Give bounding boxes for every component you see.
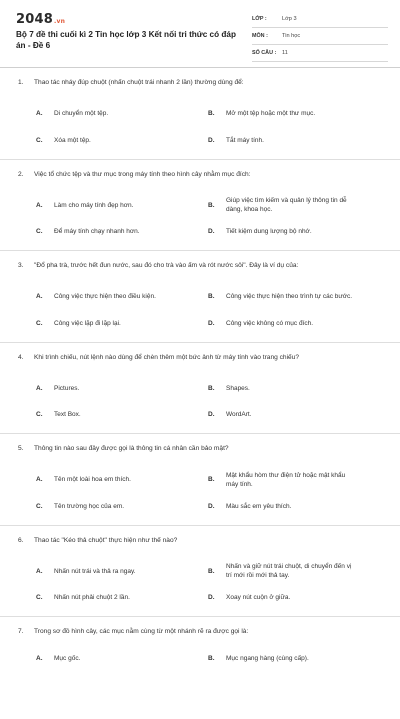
- page-header: [0, 0, 400, 64]
- option-text: Làm cho máy tính đẹp hơn.: [54, 201, 134, 209]
- question-item: [0, 78, 400, 160]
- meta-value: Tin học: [282, 33, 301, 39]
- option-b[interactable]: [190, 556, 362, 587]
- option-c[interactable]: [18, 587, 190, 609]
- option-d[interactable]: [190, 312, 362, 334]
- option-text: WordArt.: [226, 411, 252, 418]
- meta-row-subject: [252, 28, 388, 45]
- option-d[interactable]: [190, 495, 362, 517]
- question-text: Việc tổ chức tệp và thư mục trong máy tính theo hình cây nhằm mục đích:: [34, 170, 251, 178]
- option-d[interactable]: [190, 404, 362, 426]
- option-letter: C.: [36, 319, 43, 327]
- option-text: Giúp việc tìm kiếm và quản lý thông tin dễ dàng, khoa học.: [226, 197, 347, 213]
- option-d[interactable]: [190, 221, 362, 243]
- question-stem: [18, 170, 386, 184]
- option-text: Mục ngang hàng (cùng cấp).: [226, 654, 309, 662]
- option-letter: A.: [36, 476, 43, 483]
- option-letter: B.: [208, 201, 215, 209]
- question-stem: [18, 444, 386, 458]
- option-letter: A.: [36, 654, 43, 662]
- question-number: 3.: [18, 262, 24, 269]
- option-letter: B.: [208, 110, 215, 117]
- option-text: Tên một loài hoa em thích.: [54, 476, 131, 483]
- option-text: Nhấn nút phải chuột 2 lần.: [54, 594, 130, 601]
- question-number: 7.: [18, 628, 24, 635]
- logo-text: 2048: [16, 12, 53, 27]
- option-text: Mở một tệp hoặc một thư mục.: [226, 110, 316, 117]
- question-stem: [18, 536, 386, 550]
- option-text: Xóa một tệp.: [54, 136, 91, 144]
- option-b[interactable]: [190, 464, 362, 495]
- option-text: Pictures.: [54, 384, 80, 392]
- question-stem: [18, 353, 386, 367]
- question-text: Thông tin nào sau đây được gọi là thông tin cá nhân cần bảo mật?: [34, 445, 229, 452]
- meta-value: Lớp 3: [282, 16, 297, 22]
- option-c[interactable]: [18, 129, 190, 151]
- option-a[interactable]: [18, 373, 190, 404]
- option-b[interactable]: [190, 373, 362, 404]
- option-b[interactable]: [190, 98, 362, 129]
- question-text: "Đổ pha trà, trước hết đun nước, sau đó cho trà vào ấm và rót nước sôi". Đây là ví dụ của:: [34, 262, 299, 269]
- question-stem: [18, 78, 386, 92]
- meta-row-question-count: [252, 45, 388, 62]
- question-list: [0, 78, 400, 719]
- option-text: Xoay nút cuộn ở giữa.: [226, 594, 291, 601]
- option-text: Công việc không có mục đích.: [226, 319, 314, 327]
- question-number: 2.: [18, 170, 24, 178]
- option-b[interactable]: [190, 647, 362, 669]
- question-stem: [18, 261, 386, 275]
- option-letter: C.: [36, 136, 43, 144]
- option-letter: C.: [36, 228, 43, 235]
- question-number: 1.: [18, 79, 24, 86]
- option-letter: A.: [36, 201, 43, 209]
- option-a[interactable]: [18, 190, 190, 221]
- option-text: Màu sắc em yêu thích.: [226, 502, 292, 510]
- option-text: Công việc thực hiện theo trình tự các bước.: [226, 293, 353, 300]
- question-item: [0, 536, 400, 618]
- option-letter: B.: [208, 654, 215, 662]
- question-text: Thao tác "Kéo thả chuột" thực hiện như thế nào?: [34, 536, 178, 544]
- option-text: Nhấn và giữ nút trái chuột, di chuyển đến vị trí mới rồi mới thả tay.: [226, 563, 352, 579]
- meta-row-grade: [252, 11, 388, 28]
- page-title: Bộ 7 đề thi cuối kì 2 Tin học lớp 3 Kết nối tri thức có đáp án - Đề 6: [16, 30, 236, 50]
- option-c[interactable]: [18, 404, 190, 426]
- answer-options: [18, 647, 386, 669]
- option-letter: D.: [208, 411, 215, 418]
- option-c[interactable]: [18, 312, 190, 334]
- option-d[interactable]: [190, 587, 362, 609]
- option-text: Công việc thực hiện theo điều kiện.: [54, 293, 156, 300]
- option-a[interactable]: [18, 647, 190, 669]
- option-a[interactable]: [18, 281, 190, 312]
- question-number: 5.: [18, 445, 24, 452]
- option-a[interactable]: [18, 98, 190, 129]
- option-letter: D.: [208, 228, 215, 235]
- answer-options: [18, 190, 386, 243]
- option-letter: D.: [208, 136, 215, 144]
- question-item: [0, 261, 400, 343]
- option-a[interactable]: [18, 556, 190, 587]
- option-text: Để máy tính chạy nhanh hơn.: [54, 228, 140, 235]
- question-item: [0, 444, 400, 526]
- option-letter: D.: [208, 502, 215, 510]
- option-d[interactable]: [190, 129, 362, 151]
- question-text: Khi trình chiếu, nút lệnh nào dùng để chèn thêm một bức ảnh từ máy tính vào trang chiếu?: [34, 353, 300, 361]
- meta-value: 11: [282, 50, 288, 56]
- option-letter: C.: [36, 411, 43, 418]
- question-text: Trong sơ đồ hình cây, các mục nằm cùng từ một nhánh rẽ ra được gọi là:: [34, 628, 249, 635]
- option-letter: D.: [208, 594, 215, 601]
- site-logo[interactable]: [16, 12, 65, 27]
- answer-options: [18, 373, 386, 426]
- option-letter: A.: [36, 293, 43, 300]
- question-item: [0, 353, 400, 435]
- option-c[interactable]: [18, 221, 190, 243]
- option-b[interactable]: [190, 281, 362, 312]
- option-text: Tiết kiệm dung lượng bộ nhớ.: [226, 228, 312, 235]
- option-b[interactable]: [190, 190, 362, 221]
- question-item: [0, 627, 400, 709]
- option-letter: B.: [208, 293, 215, 300]
- meta-label: LỚP :: [252, 16, 267, 22]
- question-text: Thao tác nháy đúp chuột (nhấn chuột trái nhanh 2 lần) thường dùng để:: [34, 79, 244, 86]
- option-text: Mật khẩu hòm thư điện tử hoặc mật khẩu máy tính.: [226, 471, 346, 488]
- option-text: Nhấn nút trái và thả ra ngay.: [54, 567, 136, 575]
- option-text: Tên trường học của em.: [54, 502, 125, 510]
- answer-options: [18, 556, 386, 609]
- option-letter: A.: [36, 384, 43, 392]
- question-number: 6.: [18, 536, 24, 544]
- exam-meta-table: [252, 11, 388, 62]
- answer-options: [18, 98, 386, 151]
- option-letter: A.: [36, 110, 43, 117]
- meta-label: SỐ CÂU :: [252, 50, 277, 56]
- header-divider: [0, 67, 400, 68]
- option-text: Di chuyển một tệp.: [54, 110, 109, 117]
- logo-suffix: .vn: [53, 18, 66, 25]
- option-letter: B.: [208, 476, 215, 483]
- option-c[interactable]: [18, 495, 190, 517]
- option-letter: D.: [208, 319, 215, 327]
- option-letter: C.: [36, 502, 43, 510]
- option-letter: A.: [36, 567, 43, 575]
- answer-options: [18, 281, 386, 334]
- option-letter: B.: [208, 567, 215, 575]
- option-text: Shapes.: [226, 384, 250, 392]
- option-text: Công việc lặp đi lặp lại.: [54, 319, 121, 327]
- option-text: Text Box.: [54, 411, 81, 418]
- question-stem: [18, 627, 386, 641]
- option-letter: B.: [208, 384, 215, 392]
- answer-options: [18, 464, 386, 517]
- question-item: [0, 170, 400, 252]
- option-text: Tắt máy tính.: [226, 136, 264, 144]
- option-text: Mục gốc.: [54, 654, 81, 662]
- option-a[interactable]: [18, 464, 190, 495]
- question-number: 4.: [18, 353, 24, 361]
- option-letter: C.: [36, 594, 43, 601]
- meta-label: MÔN :: [252, 33, 268, 39]
